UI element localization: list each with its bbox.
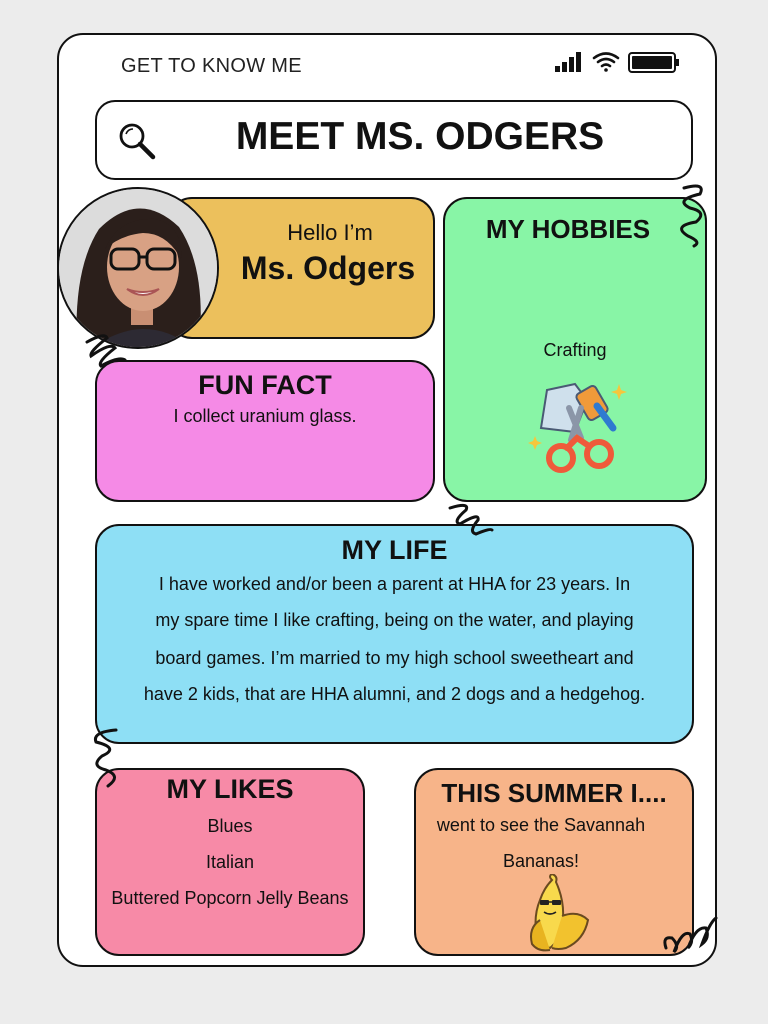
hello-greeting: Hello I’m xyxy=(287,220,373,245)
hobbies-heading: MY HOBBIES xyxy=(485,214,651,244)
likes-heading: MY LIKES xyxy=(166,774,294,804)
banana-icon xyxy=(526,874,592,954)
summer-line: went to see the Savannah xyxy=(436,815,646,835)
status-title: GET TO KNOW ME xyxy=(121,55,302,77)
wifi-icon xyxy=(594,54,618,72)
my-life-line: I have worked and/or been a parent at HHA for 23 years. In xyxy=(158,574,631,594)
likes-item: Italian xyxy=(205,852,255,872)
my-life-line: have 2 kids, that are HHA alumni, and 2 dogs and a hedgehog. xyxy=(143,684,646,704)
my-life-line: my spare time I like crafting, being on the water, and playing xyxy=(155,610,634,630)
squiggle-decoration xyxy=(668,180,712,250)
avatar xyxy=(57,187,219,349)
craft-glue-scissors-icon xyxy=(527,378,631,478)
likes-item: Blues xyxy=(207,816,253,836)
status-icons xyxy=(553,50,681,78)
my-life-heading: MY LIFE xyxy=(341,535,448,565)
battery-icon xyxy=(629,53,679,72)
hello-name: Ms. Odgers xyxy=(240,250,416,286)
signal-icon xyxy=(555,52,581,72)
fun-fact-heading: FUN FACT xyxy=(198,370,332,400)
squiggle-decoration xyxy=(88,726,128,790)
fun-fact-text: I collect uranium glass. xyxy=(173,406,357,426)
my-life-line: board games. I’m married to my high school sweetheart and xyxy=(155,648,634,668)
squiggle-decoration xyxy=(446,500,496,540)
summer-heading: THIS SUMMER I.... xyxy=(441,778,667,808)
summer-line: Bananas! xyxy=(502,851,580,871)
search-icon[interactable] xyxy=(116,120,158,162)
likes-item: Buttered Popcorn Jelly Beans xyxy=(111,888,349,908)
hobbies-item: Crafting xyxy=(543,340,607,360)
squiggle-decoration xyxy=(660,908,720,960)
page-title: MEET MS. ODGERS xyxy=(235,115,605,158)
